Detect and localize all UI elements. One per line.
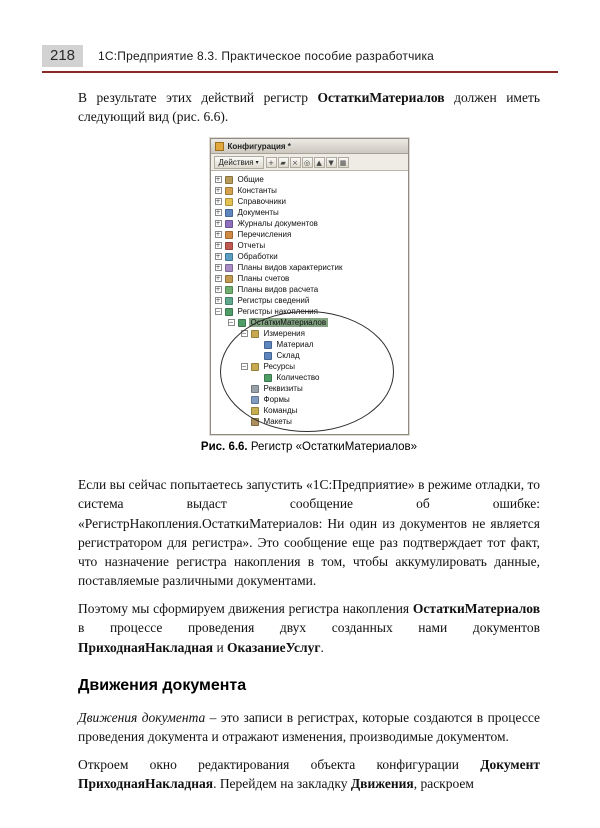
expand-icon: + — [215, 231, 221, 239]
tree-node — [211, 350, 408, 361]
tree-node-label: Перечисления — [237, 230, 292, 240]
constants-icon — [225, 187, 233, 195]
tree-node-label: ОстаткиМатериалов — [250, 318, 327, 328]
tree-node — [211, 218, 408, 229]
tree-node — [211, 383, 408, 394]
data-processors-icon — [225, 253, 233, 261]
delete-icon: × — [290, 157, 301, 168]
page-number: 218 — [42, 45, 83, 67]
tree-node — [211, 262, 408, 273]
section-heading: Движения документа — [78, 676, 247, 694]
tree-node — [211, 306, 408, 317]
charts-of-accounts-icon — [225, 275, 233, 283]
page-header — [42, 45, 558, 67]
tree-node — [211, 339, 408, 350]
running-title: 1С:Предприятие 8.3. Практическое пособие разработчика — [98, 49, 435, 63]
toolbar-icons — [266, 157, 350, 168]
accumulation-register-icon — [238, 319, 246, 327]
documents-icon — [225, 209, 233, 217]
forms-icon — [251, 396, 259, 404]
tree-node-label: Макеты — [263, 417, 292, 427]
tree-node — [211, 295, 408, 306]
window-icon — [215, 142, 224, 151]
collapse-icon: − — [228, 319, 234, 327]
resources-folder-icon — [251, 363, 259, 371]
config-tree — [211, 171, 408, 434]
tree-node — [211, 361, 408, 372]
config-window — [210, 138, 409, 435]
figure-6-6 — [78, 138, 540, 453]
enumerations-icon — [225, 231, 233, 239]
tree-node — [211, 174, 408, 185]
expander-spacer — [241, 407, 248, 414]
expander-spacer — [254, 374, 261, 381]
collapse-icon: − — [241, 330, 247, 338]
tree-node — [211, 229, 408, 240]
tree-node-label: Константы — [237, 186, 277, 196]
tree-node-label: Ресурсы — [263, 362, 296, 372]
tree-node-label: Планы счетов — [237, 274, 290, 284]
charts-of-calculation-types-icon — [225, 286, 233, 294]
tree-node-label: Регистры сведений — [237, 296, 310, 306]
move-down-icon: ▼ — [326, 157, 337, 168]
tree-node-label: Планы видов расчета — [237, 285, 319, 295]
page-content — [78, 88, 540, 802]
tree-node — [211, 405, 408, 416]
information-registers-icon — [225, 297, 233, 305]
collapse-icon: − — [241, 363, 247, 371]
tree-node-label: Команды — [263, 406, 298, 416]
accumulation-registers-icon — [225, 308, 233, 316]
expander-spacer — [241, 396, 248, 403]
tree-node-label: Планы видов характеристик — [237, 263, 343, 273]
expander-spacer — [241, 418, 248, 425]
expander-spacer — [241, 385, 248, 392]
commands-icon — [251, 407, 259, 415]
paragraph-open-editor: Откроем окно редактирования объекта конфигурации Документ ПриходнаяНакладная. Перейдем на закладку Движения, раскроем — [78, 757, 540, 792]
tree-node — [211, 328, 408, 339]
chevron-down-icon: ▾ — [255, 159, 259, 166]
expand-icon: + — [215, 242, 221, 250]
reports-icon — [225, 242, 233, 250]
collapse-icon: − — [215, 308, 221, 316]
tree-node — [211, 394, 408, 405]
catalogs-icon — [225, 198, 233, 206]
expand-icon: + — [215, 275, 221, 283]
tree-node — [211, 317, 408, 328]
figure-caption: Рис. 6.6. Регистр «ОстаткиМатериалов» — [200, 441, 418, 454]
tree-node-label: Отчеты — [237, 241, 266, 251]
expand-icon: + — [215, 264, 221, 272]
tree-node-label: Регистры накопления — [237, 307, 318, 317]
expand-icon: + — [215, 253, 221, 261]
actions-menu-button — [214, 156, 264, 169]
expander-spacer — [254, 341, 261, 348]
paragraph-error-message: Если вы сейчас попытаетесь запустить «1С:Предприятие» в режиме отладки, то система выдаст сообщение об ошибке: «РегистрНакопления.ОстаткиМатериалов: Ни один из документов не является регистратором для регистра». Это сообщение еще раз подтверждает тот факт, что назначение регистра накопления в том, чтобы аккумулировать данные, поставляемые различными документами. — [78, 477, 540, 589]
charts-of-characteristic-types-icon — [225, 264, 233, 272]
tree-node — [211, 416, 408, 427]
expand-icon: + — [215, 198, 221, 206]
window-title: Конфигурация * — [227, 141, 291, 151]
attributes-icon — [251, 385, 259, 393]
tree-node-label: Документы — [237, 208, 279, 218]
tree-node — [211, 240, 408, 251]
paragraph-definition: Движения документа – это записи в регистрах, которые создаются в процессе проведения документа и отражают изменения, производимые документом. — [78, 709, 540, 744]
add-icon: + — [266, 157, 277, 168]
templates-icon — [251, 418, 259, 426]
tree-node-label: Склад — [276, 351, 300, 361]
move-up-icon: ▲ — [314, 157, 325, 168]
paragraph-movements-plan: Поэтому мы сформируем движения регистра накопления ОстаткиМатериалов в процессе проведения двух созданных нами документов ПриходнаяНакладная и ОказаниеУслуг. — [78, 601, 540, 655]
sort-icon: ▦ — [338, 157, 349, 168]
dimensions-folder-icon — [251, 330, 259, 338]
resource-icon — [264, 374, 272, 382]
tree-node-label: Обработки — [237, 252, 278, 262]
actions-menu-label: Действия — [218, 157, 254, 167]
window-titlebar — [211, 139, 408, 154]
expand-icon: + — [215, 176, 221, 184]
dimension-icon — [264, 352, 272, 360]
expand-icon: + — [215, 297, 221, 305]
window-toolbar — [211, 154, 408, 171]
tree-node — [211, 196, 408, 207]
tree-node-label: Общие — [237, 175, 264, 185]
change-icon: ▰ — [278, 157, 289, 168]
tree-node-label: Справочники — [237, 197, 286, 207]
tree-node-label: Формы — [263, 395, 290, 405]
tree-node — [211, 372, 408, 383]
tree-node-label: Реквизиты — [263, 384, 303, 394]
tree-node-label: Материал — [276, 340, 314, 350]
tree-node-label: Измерения — [263, 329, 305, 339]
expand-icon: + — [215, 209, 221, 217]
dimension-icon — [264, 341, 272, 349]
search-icon: ◎ — [302, 157, 313, 168]
header-rule — [42, 71, 558, 73]
expand-icon: + — [215, 286, 221, 294]
expand-icon: + — [215, 187, 221, 195]
paragraph-intro: В результате этих действий регистр ОстаткиМатериалов должен иметь следующий вид (рис. 6.6). — [78, 90, 541, 125]
tree-node — [211, 207, 408, 218]
document-journals-icon — [225, 220, 233, 228]
tree-node-label: Количество — [276, 373, 320, 383]
expander-spacer — [254, 352, 261, 359]
tree-node-label: Журналы документов — [237, 219, 318, 229]
tree-node — [211, 251, 408, 262]
tree-node — [211, 273, 408, 284]
tree-node — [211, 185, 408, 196]
common-folder-icon — [225, 176, 233, 184]
expand-icon: + — [215, 220, 221, 228]
tree-node — [211, 284, 408, 295]
